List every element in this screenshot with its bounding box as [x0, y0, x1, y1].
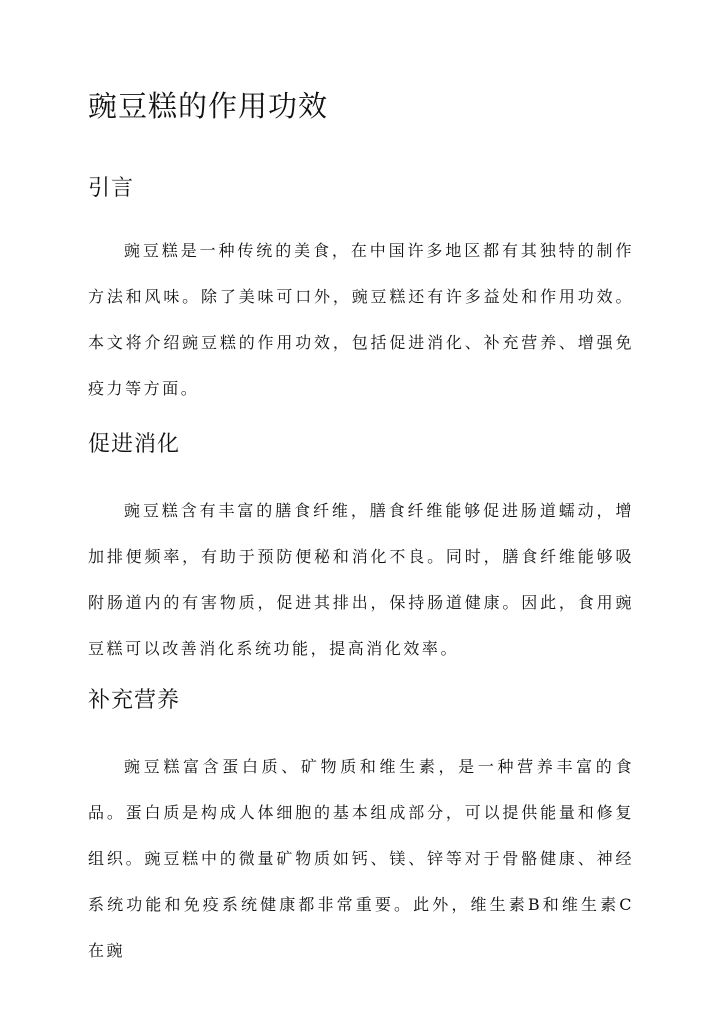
section-heading-introduction: 引言: [88, 176, 135, 201]
section-paragraph-digestion: 豌豆糕含有丰富的膳食纤维，膳食纤维能够促进肠道蠕动，增加排便频率，有助于预防便秘和消化不良。同时，膳食纤维能够吸附肠道内的有害物质，促进其排出，保持肠道健康。因此，食用豌豆糕可以改善消化系统功能，提高消化效率。: [88, 501, 634, 658]
document-title: 豌豆糕的作用功效: [88, 89, 329, 123]
section-paragraph-nutrition: 豌豆糕富含蛋白质、矿物质和维生素，是一种营养丰富的食品。蛋白质是构成人体细胞的基本组成部分，可以提供能量和修复组织。豌豆糕中的微量矿物质如钙、镁、锌等对于骨骼健康、神经系统功能和免疫系统健康都非常重要。此外，维生素B和维生素C在豌: [88, 757, 634, 960]
section-paragraph-introduction: 豌豆糕是一种传统的美食，在中国许多地区都有其独特的制作方法和风味。除了美味可口外，豌豆糕还有许多益处和作用功效。本文将介绍豌豆糕的作用功效，包括促进消化、补充营养、增强免疫力等方面。: [88, 241, 634, 398]
section-heading-digestion: 促进消化: [88, 432, 181, 457]
section-heading-nutrition: 补充营养: [88, 688, 181, 713]
